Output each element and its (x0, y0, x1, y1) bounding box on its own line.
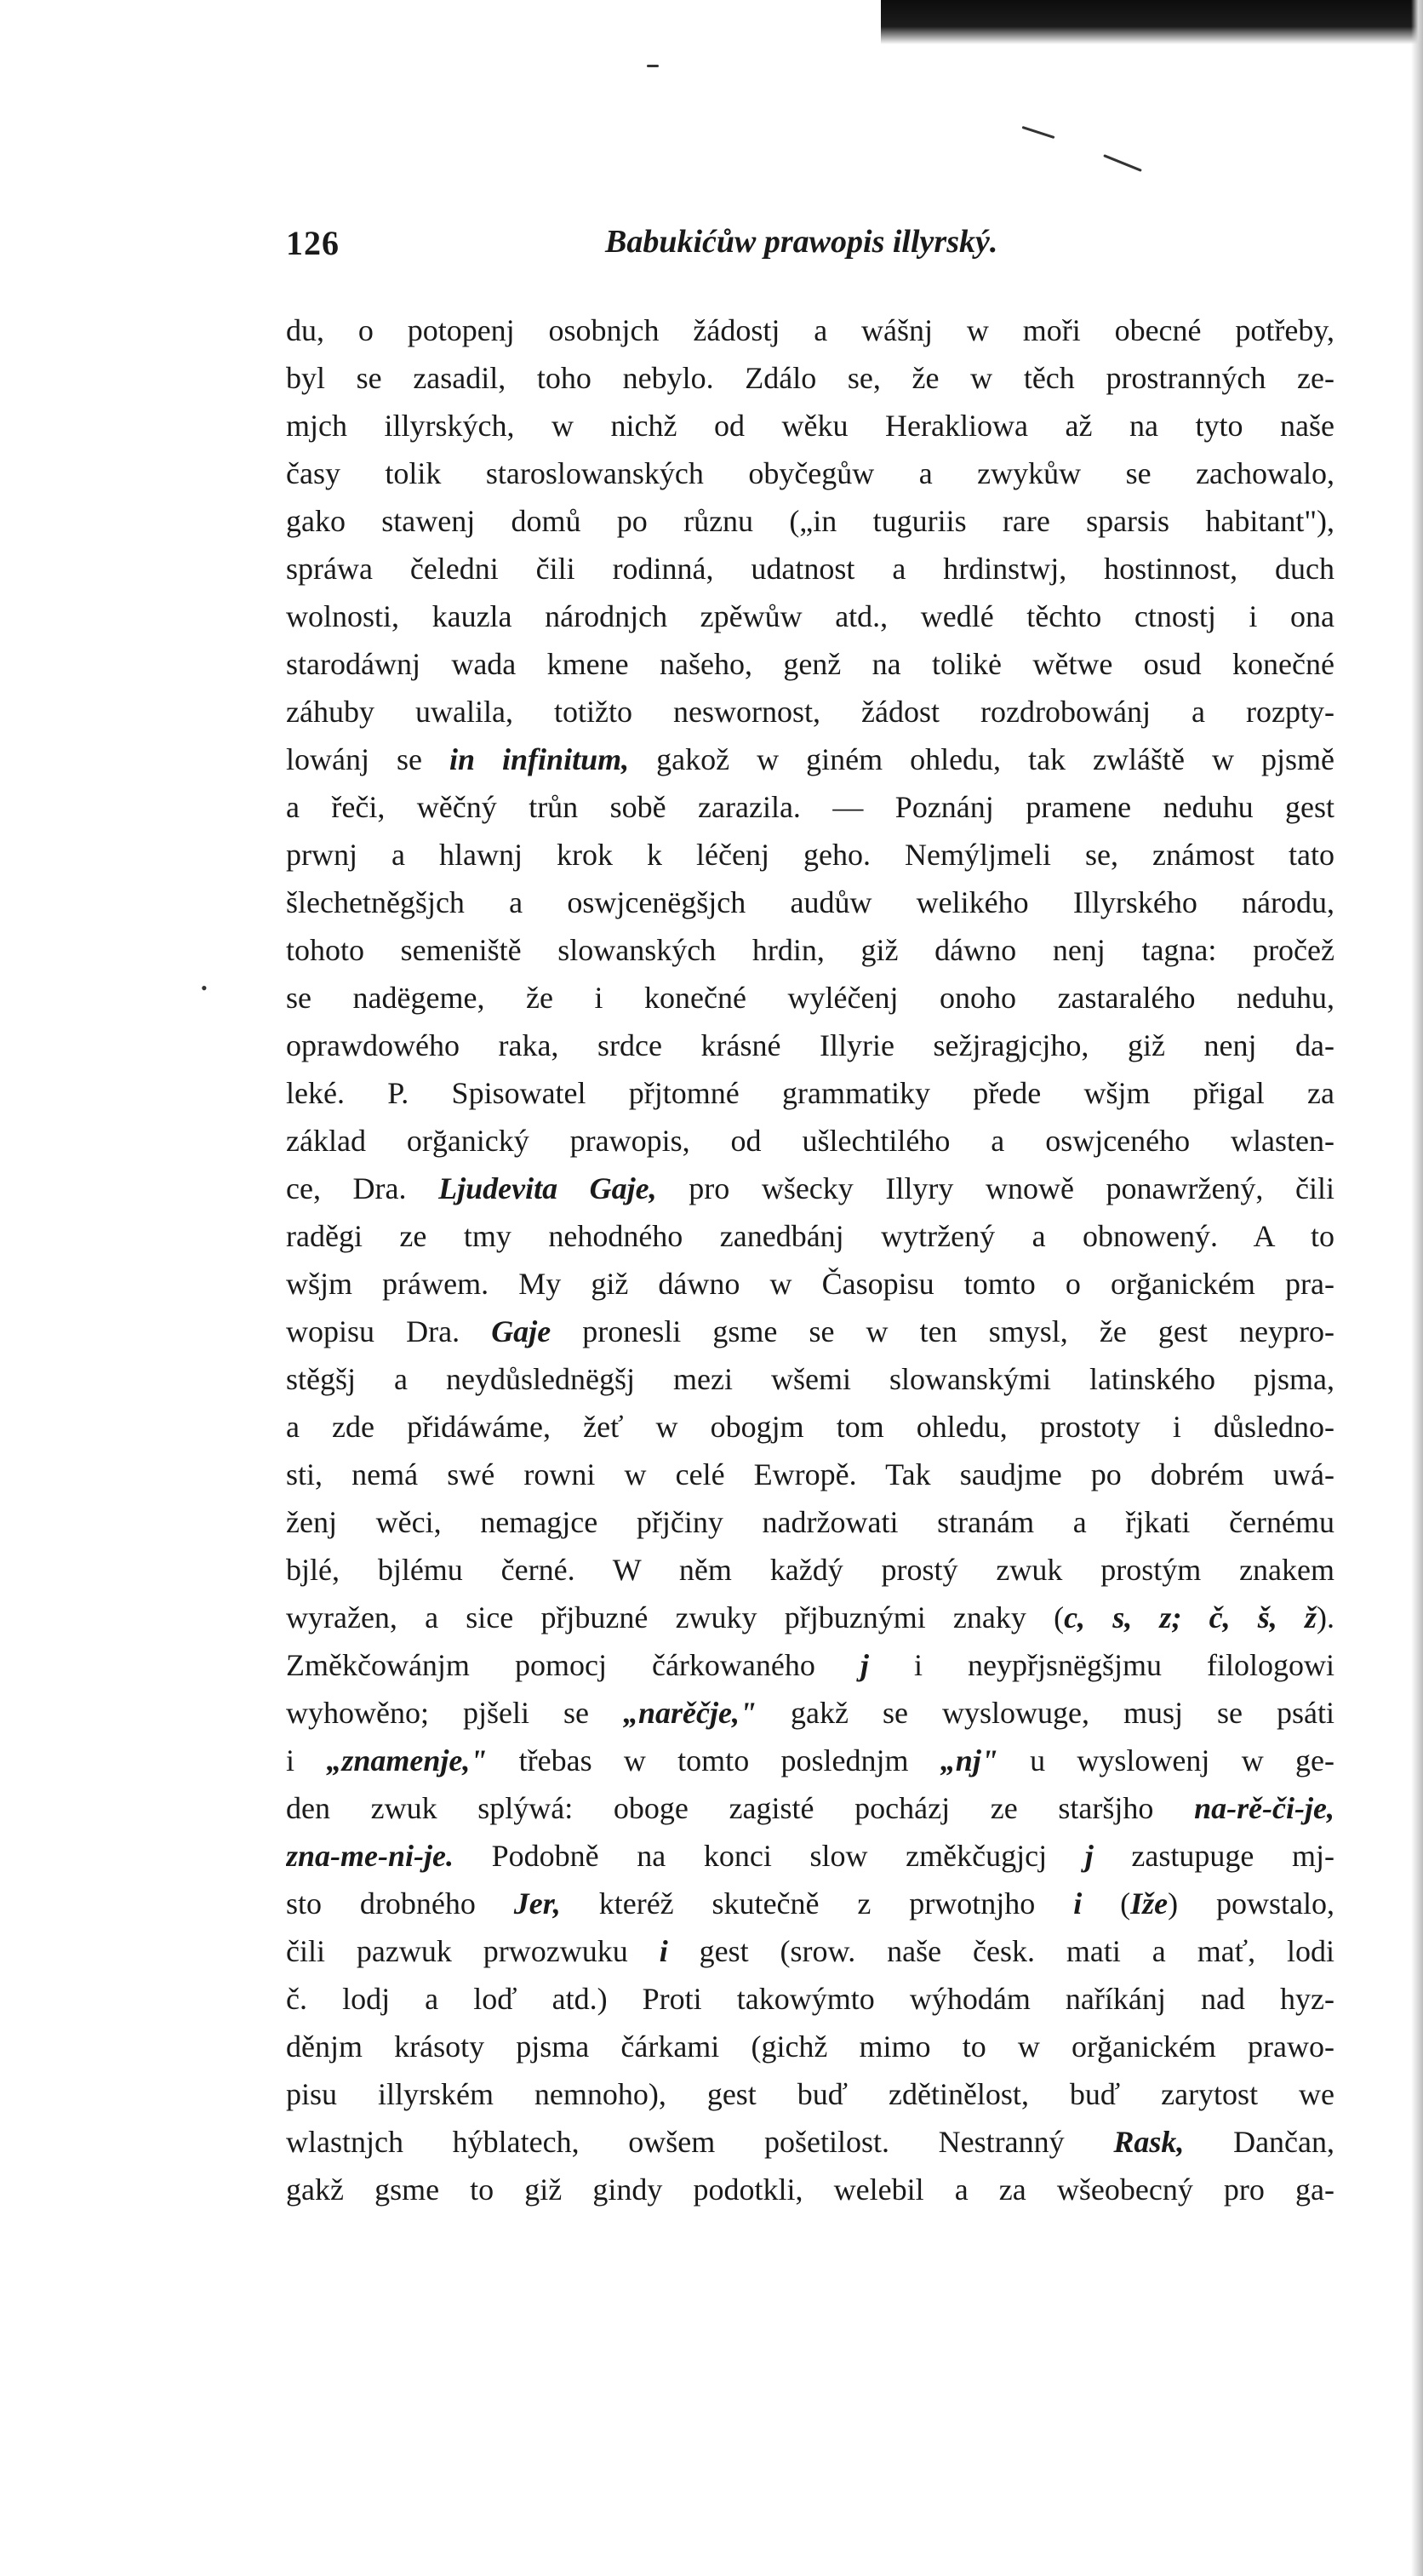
text-segment: ce, Dra. (286, 1171, 439, 1205)
text-line (286, 1212, 1334, 1260)
text-line (286, 926, 1334, 974)
text-line (286, 1832, 1334, 1880)
text-segment: wyhowěno; pjšeli se (286, 1696, 624, 1730)
text-line (286, 545, 1334, 592)
text-line (286, 2023, 1334, 2070)
running-title: Babukićůw prawopis illyrský. (605, 224, 998, 260)
text-segment: tohoto semeniště slowanských hrdin, giž dáwno nenj tagna: pročež (286, 933, 1334, 967)
italic-text: j (860, 1648, 869, 1682)
text-segment: byl se zasadil, toho nebylo. Zdálo se, že w těch prostranných ze- (286, 361, 1334, 395)
text-segment: a zde přidáwáme, žeť w obogjm tom ohledu, prostoty i důsledno- (286, 1410, 1334, 1444)
text-line (286, 1022, 1334, 1069)
italic-text: Rask, (1113, 2125, 1185, 2159)
text-line (286, 1308, 1334, 1355)
text-segment: ) powstalo, (1168, 1886, 1334, 1921)
text-segment: raděgi ze tmy nehodného zanedbánj wytržený a obnowený. A to (286, 1219, 1334, 1253)
text-line (286, 1165, 1334, 1212)
italic-text: i (1073, 1886, 1083, 1921)
text-line (286, 592, 1334, 640)
text-segment: ). (1317, 1600, 1334, 1634)
body-text (286, 306, 1334, 2213)
text-segment: ženj wěci, nemagjce přjčiny nadržowati stranám a řjkati černému (286, 1505, 1334, 1539)
italic-text: zna-me-ni-je. (286, 1839, 454, 1873)
text-segment: leké. P. Spisowatel přjtomné grammatiky přede wšjm přigal za (286, 1076, 1334, 1110)
text-line (286, 2118, 1334, 2166)
text-segment: lowánj se (286, 742, 449, 776)
italic-text: Jer, (513, 1886, 561, 1921)
text-segment: se nadëgeme, že i konečné wyléčenj onoho zastaralého neduhu, (286, 981, 1334, 1015)
scan-edge-shadow (1411, 0, 1423, 2576)
text-line (286, 1784, 1334, 1832)
italic-text: in infinitum, (449, 742, 630, 776)
text-segment: Podobně na konci slow změkčugjcj (453, 1839, 1085, 1873)
text-segment: i (286, 1743, 327, 1777)
text-segment: du, o potopenj osobnjch žádostj a wášnj w moři obecné potřeby, (286, 313, 1334, 347)
book-page (286, 223, 1334, 2207)
text-segment: oprawdowého raka, srdce krásné Illyrie sežjragjcjho, giž nenj da- (286, 1028, 1334, 1062)
text-segment: den zwuk splýwá: oboge zagisté pocházj ze staršjho (286, 1791, 1195, 1825)
text-line (286, 1594, 1334, 1641)
text-segment: u wyslowenj w ge- (997, 1743, 1334, 1777)
text-line (286, 1546, 1334, 1594)
text-line (286, 1689, 1334, 1737)
text-line (286, 1451, 1334, 1498)
scan-speck (1022, 126, 1055, 139)
text-line (286, 831, 1334, 879)
text-segment: Změkčowánjm pomocj čárkowaného (286, 1648, 860, 1682)
text-segment: časy tolik staroslowanských obyčegůw a zwykůw se zachowalo, (286, 456, 1334, 490)
text-segment: gakž se wyslowuge, musj se psáti (756, 1696, 1334, 1730)
text-segment: sto drobného (286, 1886, 514, 1921)
text-segment: wyražen, a sice přjbuzné zwuky přjbuznými znaky ( (286, 1600, 1065, 1634)
text-segment: třebas w tomto poslednjm (487, 1743, 940, 1777)
text-segment: wšjm práwem. My giž dáwno w Časopisu tomto o orğanickém pra- (286, 1267, 1334, 1301)
text-segment: a řeči, wěčný trůn sobě zarazila. — Poznánj pramene neduhu gest (286, 790, 1334, 824)
text-segment: pronesli gsme se w ten smysl, že gest neypro- (551, 1314, 1334, 1348)
text-line (286, 497, 1334, 545)
text-segment: spráwa čeledni čili rodinná, udatnost a hrdinstwj, hostinnost, duch (286, 552, 1334, 586)
text-segment: gakož w giném ohledu, tak zwláště w pjsmě (629, 742, 1334, 776)
text-line (286, 688, 1334, 736)
text-line (286, 1927, 1334, 1975)
text-line (286, 1403, 1334, 1451)
scan-speck (1103, 154, 1142, 172)
text-line (286, 1117, 1334, 1165)
text-segment: kteréž skutečně z prwotnjho (560, 1886, 1074, 1921)
text-segment: zastupuge mj- (1093, 1839, 1334, 1873)
italic-text: i (659, 1934, 668, 1968)
text-line (286, 879, 1334, 926)
text-segment: čili pazwuk prwozwuku (286, 1934, 660, 1968)
text-segment: šlechetněgšjch a oswjcenëgšjch audůw welikého Illyrského národu, (286, 885, 1334, 919)
text-line (286, 1641, 1334, 1689)
text-segment: gakž gsme to giž gindy podotkli, welebil a za wšeobecný pro ga- (286, 2172, 1334, 2207)
italic-text: Iže (1130, 1886, 1169, 1921)
text-segment: Dančan, (1184, 2125, 1334, 2159)
text-line (286, 1260, 1334, 1308)
italic-text: „nj" (940, 1743, 998, 1777)
text-line (286, 1355, 1334, 1403)
text-line (286, 736, 1334, 783)
text-line (286, 2070, 1334, 2118)
text-segment: stěgšj a neydůslednëgšj mezi wšemi slowanskými latinského pjsma, (286, 1362, 1334, 1396)
text-line (286, 402, 1334, 449)
text-segment: záhuby uwalila, totižto neswornost, žádost rozdrobowánj a rozpty- (286, 695, 1334, 729)
text-segment: prwnj a hlawnj krok k léčenj geho. Nemýljmeli se, známost tato (286, 838, 1334, 872)
italic-text: „znamenje," (326, 1743, 488, 1777)
scan-edge-dark (881, 0, 1423, 44)
text-segment: ( (1082, 1886, 1131, 1921)
scan-speck (647, 65, 659, 67)
text-segment: sti, nemá swé rowni w celé Ewropě. Tak saudjme po dobrém uwá- (286, 1457, 1334, 1491)
text-line (286, 974, 1334, 1022)
text-segment: pro wšecky Illyry wnowě ponawržený, čili (656, 1171, 1334, 1205)
text-line (286, 2166, 1334, 2213)
text-segment: č. lodj a loď atd.) Proti takowýmto wýhodám naříkánj nad hyz- (286, 1982, 1334, 2016)
text-segment: děnjm krásoty pjsma čárkami (gichž mimo to w orğanickém prawo- (286, 2029, 1334, 2064)
text-segment: i neypřjsnëgšjmu filologowi (868, 1648, 1334, 1682)
text-segment: pisu illyrském nemnoho), gest buď zdětinělost, buď zarytost we (286, 2077, 1334, 2111)
text-segment: gest (srow. naše česk. mati a mať, lodi (667, 1934, 1334, 1968)
italic-text: Ljudevita Gaje, (438, 1171, 657, 1205)
text-line (286, 354, 1334, 402)
text-line (286, 1069, 1334, 1117)
text-segment: wopisu Dra. (286, 1314, 492, 1348)
italic-text: „narěčje," (623, 1696, 757, 1730)
text-line (286, 1880, 1334, 1927)
text-line (286, 306, 1334, 354)
text-segment: wolnosti, kauzla národnjch zpěwůw atd., wedlé těchto ctnostj i ona (286, 599, 1334, 633)
text-segment: gako stawenj domů po různu („in tuguriis rare sparsis habitant"), (286, 504, 1334, 538)
text-segment: wlastnjch hýblatech, owšem pošetilost. Nestranný (286, 2125, 1114, 2159)
italic-text: Gaje (491, 1314, 551, 1348)
italic-text: c, s, z; č, š, ž (1064, 1600, 1317, 1634)
text-segment: bjlé, bjlému černé. W něm každý prostý zwuk prostým znakem (286, 1553, 1334, 1587)
page-header (286, 223, 1334, 283)
text-line (286, 1498, 1334, 1546)
text-line (286, 449, 1334, 497)
text-line (286, 1975, 1334, 2023)
text-segment: mjch illyrských, w nichž od wěku Herakliowa až na tyto naše (286, 409, 1334, 443)
text-segment: starodáwnj wada kmene našeho, genž na tolikė wětwe osud konečné (286, 647, 1334, 681)
text-segment: základ orğanický prawopis, od ušlechtilého a oswjceného wlasten- (286, 1124, 1334, 1158)
text-line (286, 640, 1334, 688)
text-line (286, 1737, 1334, 1784)
page-number: 126 (286, 224, 340, 262)
margin-mark: • (201, 977, 208, 999)
italic-text: na-rě-či-je, (1194, 1791, 1334, 1825)
text-line (286, 783, 1334, 831)
italic-text: j (1084, 1839, 1094, 1873)
